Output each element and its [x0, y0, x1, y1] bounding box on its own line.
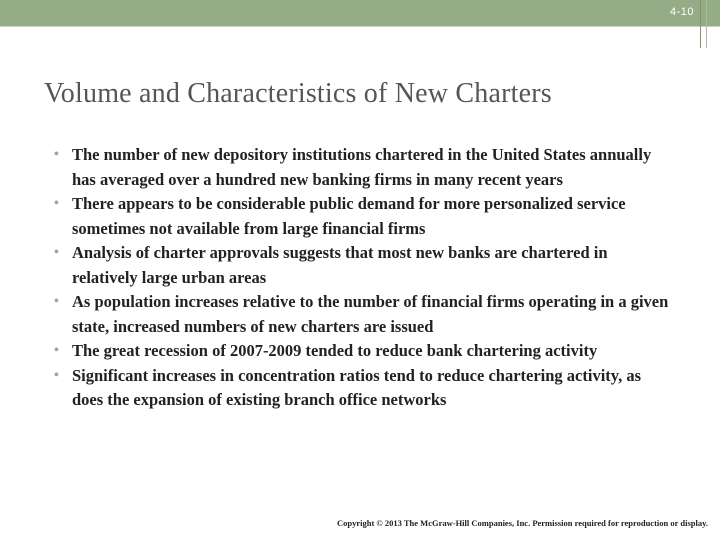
bullet-item	[52, 143, 674, 192]
bullet-item	[52, 241, 674, 290]
copyright-notice: Copyright © 2013 The McGraw-Hill Companies, Inc. Permission required for reproduction or display.	[337, 518, 708, 528]
corner-rule-secondary	[706, 0, 707, 48]
bullet-item	[52, 192, 674, 241]
bullet-icon: •	[54, 245, 59, 260]
header-bar	[0, 0, 720, 26]
slide-title: Volume and Characteristics of New Charters	[44, 78, 552, 109]
bullet-text: Analysis of charter approvals suggests that most new banks are chartered in relatively large urban areas	[72, 243, 608, 287]
bullet-list	[52, 143, 674, 413]
bullet-icon: •	[54, 343, 59, 358]
bullet-icon: •	[54, 367, 59, 383]
header-divider	[0, 26, 720, 27]
bullet-item	[52, 339, 674, 364]
bullet-icon: •	[54, 147, 59, 162]
bullet-icon: •	[54, 294, 59, 309]
bullet-item	[52, 364, 674, 413]
bullet-text: Significant increases in concentration ratios tend to reduce chartering activity, as does the expansion of existing branch office networks	[72, 365, 642, 409]
bullet-text: There appears to be considerable public demand for more personalized service sometimes not available from large financial firms	[72, 194, 626, 238]
bullet-text: The number of new depository institutions chartered in the United States annually has averaged over a hundred new banking firms in many recent years	[72, 145, 652, 189]
slide-number: 4-10	[669, 6, 694, 18]
bullet-text: The great recession of 2007-2009 tended to reduce bank chartering activity	[72, 341, 598, 360]
bullet-item	[52, 290, 674, 339]
bullet-icon: •	[54, 196, 59, 211]
bullet-text: As population increases relative to the number of financial firms operating in a given state, increased numbers of new charters are issued	[72, 292, 669, 336]
corner-rule	[700, 0, 701, 48]
